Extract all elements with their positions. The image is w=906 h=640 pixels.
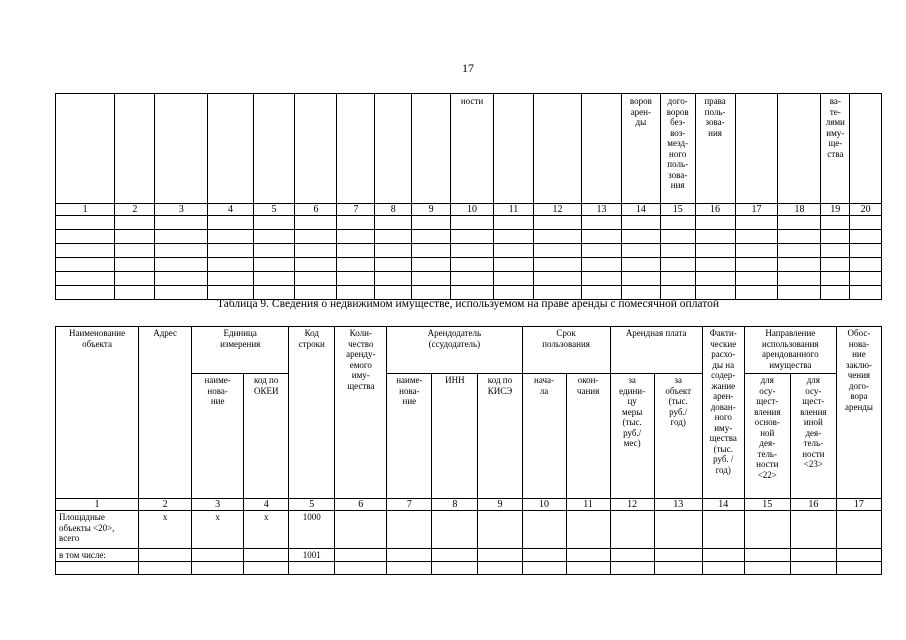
row-name: Площадные объекты <20>, всего <box>56 511 139 549</box>
empty-cell <box>821 216 850 230</box>
empty-cell <box>735 230 778 244</box>
column-number: 19 <box>821 204 850 216</box>
column-number: 12 <box>533 204 581 216</box>
empty-cell <box>451 258 494 272</box>
empty-cell <box>412 230 451 244</box>
empty-cell <box>295 258 337 272</box>
row-unit-okei: х <box>244 511 289 549</box>
column-number: 11 <box>494 204 534 216</box>
empty-cell <box>208 216 253 230</box>
empty-cell <box>654 511 702 549</box>
header-justification: Обос- нова- ние заклю- чения дого- вора аренды <box>836 327 881 499</box>
header-term-end: окон- чания <box>566 374 610 499</box>
header-lessor-inn: ИНН <box>432 374 478 499</box>
empty-cell <box>432 511 478 549</box>
empty-cell <box>702 549 744 562</box>
empty-cell <box>494 230 534 244</box>
empty-cell <box>533 258 581 272</box>
column-number: 7 <box>337 204 375 216</box>
column-number: 9 <box>478 499 522 511</box>
empty-cell <box>522 549 566 562</box>
column-number: 12 <box>610 499 654 511</box>
table8-header-cell <box>494 94 534 204</box>
column-number: 7 <box>387 499 432 511</box>
empty-cell <box>702 511 744 549</box>
header-unit-okei: код по ОКЕИ <box>244 374 289 499</box>
column-number: 18 <box>778 204 821 216</box>
column-number: 10 <box>451 204 494 216</box>
empty-cell <box>56 272 115 286</box>
header-rent: Арендная плата <box>610 327 702 374</box>
table-row <box>56 549 882 562</box>
table8-empty-row <box>56 258 882 272</box>
table9-column-numbers <box>56 499 882 511</box>
empty-cell <box>695 244 735 258</box>
empty-cell <box>115 258 155 272</box>
empty-cell <box>155 216 208 230</box>
empty-cell <box>695 230 735 244</box>
header-unit-name: наиме- нова- ние <box>192 374 244 499</box>
empty-cell <box>253 230 295 244</box>
row-name: в том числе: <box>56 549 139 562</box>
empty-cell <box>375 216 412 230</box>
empty-cell <box>621 272 660 286</box>
table9-header-row-1 <box>56 327 882 374</box>
empty-cell <box>522 511 566 549</box>
empty-cell <box>289 561 335 574</box>
empty-cell <box>253 244 295 258</box>
table8-empty-row <box>56 244 882 258</box>
row-unit-name: х <box>192 511 244 549</box>
empty-cell <box>778 272 821 286</box>
empty-cell <box>208 272 253 286</box>
empty-cell <box>621 230 660 244</box>
column-number: 5 <box>289 499 335 511</box>
empty-cell <box>295 272 337 286</box>
column-number: 13 <box>654 499 702 511</box>
empty-cell <box>790 561 836 574</box>
empty-cell <box>155 272 208 286</box>
empty-cell <box>208 230 253 244</box>
column-number: 15 <box>744 499 790 511</box>
column-number: 14 <box>702 499 744 511</box>
page-number: 17 <box>462 61 474 75</box>
column-number: 11 <box>566 499 610 511</box>
empty-cell <box>660 244 695 258</box>
empty-cell <box>253 258 295 272</box>
empty-cell <box>850 258 882 272</box>
empty-cell <box>56 216 115 230</box>
empty-cell <box>582 244 622 258</box>
empty-cell <box>155 230 208 244</box>
empty-cell <box>660 258 695 272</box>
column-number: 2 <box>115 204 155 216</box>
table8-header-cell <box>375 94 412 204</box>
empty-cell <box>412 258 451 272</box>
header-address: Адрес <box>139 327 192 499</box>
empty-cell <box>522 561 566 574</box>
empty-cell <box>115 244 155 258</box>
table-8-continuation <box>55 93 882 300</box>
empty-cell <box>208 258 253 272</box>
table8-header-cell <box>850 94 882 204</box>
empty-cell <box>566 511 610 549</box>
empty-cell <box>335 561 387 574</box>
empty-cell <box>208 244 253 258</box>
empty-cell <box>582 230 622 244</box>
empty-cell <box>582 216 622 230</box>
table8-header-cell <box>778 94 821 204</box>
empty-cell <box>295 244 337 258</box>
empty-cell <box>337 258 375 272</box>
header-unit: Единица измерения <box>192 327 289 374</box>
column-number: 9 <box>412 204 451 216</box>
empty-cell <box>821 244 850 258</box>
table8-header-cell: ва- те- лями иму- ще- ства <box>821 94 850 204</box>
header-row-code: Код строки <box>289 327 335 499</box>
empty-cell <box>621 244 660 258</box>
row-code: 1000 <box>289 511 335 549</box>
table8-header-cell: права поль- зова- ния <box>695 94 735 204</box>
empty-cell <box>412 272 451 286</box>
empty-cell <box>610 511 654 549</box>
table8-header-cell <box>295 94 337 204</box>
empty-cell <box>295 230 337 244</box>
empty-cell <box>660 216 695 230</box>
row-address: х <box>139 511 192 549</box>
empty-cell <box>375 272 412 286</box>
table8-empty-row <box>56 230 882 244</box>
table8-header-cell <box>582 94 622 204</box>
column-number: 1 <box>56 204 115 216</box>
empty-cell <box>56 244 115 258</box>
header-usage: Направление использования арендованного имущества <box>744 327 836 374</box>
empty-cell <box>335 511 387 549</box>
empty-cell <box>850 230 882 244</box>
empty-cell <box>412 216 451 230</box>
empty-cell <box>744 549 790 562</box>
empty-cell <box>478 549 522 562</box>
empty-cell <box>192 561 244 574</box>
header-lessor-name: наиме- нова- ние <box>387 374 432 499</box>
empty-cell <box>244 561 289 574</box>
empty-cell <box>478 561 522 574</box>
header-term-start: нача- ла <box>522 374 566 499</box>
empty-cell <box>778 230 821 244</box>
empty-cell <box>695 272 735 286</box>
empty-cell <box>494 258 534 272</box>
empty-cell <box>790 549 836 562</box>
table8-header-cell <box>155 94 208 204</box>
column-number: 8 <box>432 499 478 511</box>
empty-cell <box>295 216 337 230</box>
table-row <box>56 561 882 574</box>
empty-cell <box>836 561 881 574</box>
table8-header-cell <box>412 94 451 204</box>
empty-cell <box>478 511 522 549</box>
column-number: 6 <box>335 499 387 511</box>
empty-cell <box>702 561 744 574</box>
header-name: Наименование объекта <box>56 327 139 499</box>
empty-cell <box>387 561 432 574</box>
header-quantity: Коли- чество аренду- емого иму- щества <box>335 327 387 499</box>
empty-cell <box>337 216 375 230</box>
empty-cell <box>412 244 451 258</box>
empty-cell <box>850 216 882 230</box>
column-number: 13 <box>582 204 622 216</box>
empty-cell <box>654 549 702 562</box>
header-rent-object: за объект (тыс. руб./ год) <box>654 374 702 499</box>
empty-cell <box>451 244 494 258</box>
empty-cell <box>621 258 660 272</box>
table8-header-cell <box>735 94 778 204</box>
empty-cell <box>533 272 581 286</box>
empty-cell <box>778 258 821 272</box>
empty-cell <box>115 216 155 230</box>
empty-cell <box>582 258 622 272</box>
empty-cell <box>821 272 850 286</box>
column-number: 17 <box>836 499 881 511</box>
column-number: 4 <box>208 204 253 216</box>
empty-cell <box>494 244 534 258</box>
empty-cell <box>451 216 494 230</box>
empty-cell <box>155 244 208 258</box>
empty-cell <box>735 216 778 230</box>
empty-cell <box>115 230 155 244</box>
empty-cell <box>778 216 821 230</box>
empty-cell <box>337 272 375 286</box>
empty-cell <box>533 216 581 230</box>
empty-cell <box>139 561 192 574</box>
column-number: 17 <box>735 204 778 216</box>
table-row <box>56 511 882 549</box>
header-lessor: Арендодатель (ссудодатель) <box>387 327 522 374</box>
empty-cell <box>375 244 412 258</box>
empty-cell <box>821 258 850 272</box>
table8-empty-row <box>56 216 882 230</box>
empty-cell <box>337 230 375 244</box>
table8-empty-row <box>56 272 882 286</box>
column-number: 16 <box>695 204 735 216</box>
empty-cell <box>821 230 850 244</box>
table8-header-cell <box>337 94 375 204</box>
empty-cell <box>735 258 778 272</box>
header-usage-other: для осу- щест- вления иной дея- тель- ности <23> <box>790 374 836 499</box>
row-code: 1001 <box>289 549 335 562</box>
empty-cell <box>387 511 432 549</box>
empty-cell <box>695 216 735 230</box>
column-number: 10 <box>522 499 566 511</box>
empty-cell <box>451 230 494 244</box>
column-number: 3 <box>155 204 208 216</box>
empty-cell <box>610 549 654 562</box>
column-number: 5 <box>253 204 295 216</box>
empty-cell <box>850 244 882 258</box>
empty-cell <box>695 258 735 272</box>
empty-cell <box>621 216 660 230</box>
empty-cell <box>244 549 289 562</box>
empty-cell <box>566 549 610 562</box>
empty-cell <box>335 549 387 562</box>
empty-cell <box>494 216 534 230</box>
empty-cell <box>582 272 622 286</box>
empty-cell <box>56 230 115 244</box>
table8-header-cell <box>56 94 115 204</box>
column-number: 8 <box>375 204 412 216</box>
table8-header-cell: дого- воров без- воз- мезд- ного поль- зова- ния <box>660 94 695 204</box>
table-9 <box>55 326 882 575</box>
header-usage-main: для осу- щест- вления основ- ной дея- тель- ности <22> <box>744 374 790 499</box>
column-number: 15 <box>660 204 695 216</box>
empty-cell <box>778 244 821 258</box>
column-number: 3 <box>192 499 244 511</box>
column-number: 16 <box>790 499 836 511</box>
empty-cell <box>660 230 695 244</box>
header-lessor-kise: код по КИСЭ <box>478 374 522 499</box>
column-number: 4 <box>244 499 289 511</box>
empty-cell <box>139 549 192 562</box>
empty-cell <box>115 272 155 286</box>
header-term: Срок пользования <box>522 327 610 374</box>
table8-header-cell <box>533 94 581 204</box>
empty-cell <box>744 511 790 549</box>
empty-cell <box>654 561 702 574</box>
header-actual-costs: Факти- ческие расхо- ды на содер- жание арен- дован- ного иму- щества (тыс. руб. / год) <box>702 327 744 499</box>
table8-header-row <box>56 94 882 204</box>
empty-cell <box>337 244 375 258</box>
header-rent-unit: за едини- цу меры (тыс. руб./ мес) <box>610 374 654 499</box>
empty-cell <box>253 216 295 230</box>
empty-cell <box>744 561 790 574</box>
empty-cell <box>375 230 412 244</box>
table9-title: Таблица 9. Сведения о недвижимом имуществе, используемом на праве аренды с помесячной оплатой <box>216 298 720 310</box>
empty-cell <box>836 549 881 562</box>
column-number: 1 <box>56 499 139 511</box>
empty-cell <box>375 258 412 272</box>
empty-cell <box>660 272 695 286</box>
empty-cell <box>836 511 881 549</box>
table8-header-cell: воров арен- ды <box>621 94 660 204</box>
empty-cell <box>533 244 581 258</box>
empty-cell <box>566 561 610 574</box>
empty-cell <box>610 561 654 574</box>
table8-column-numbers <box>56 204 882 216</box>
empty-cell <box>155 258 208 272</box>
empty-cell <box>253 272 295 286</box>
empty-cell <box>533 230 581 244</box>
table8-header-cell <box>208 94 253 204</box>
table8-header-cell: ности <box>451 94 494 204</box>
column-number: 2 <box>139 499 192 511</box>
empty-cell <box>432 561 478 574</box>
column-number: 14 <box>621 204 660 216</box>
empty-cell <box>850 272 882 286</box>
empty-cell <box>494 272 534 286</box>
empty-cell <box>432 549 478 562</box>
empty-cell <box>790 511 836 549</box>
column-number: 6 <box>295 204 337 216</box>
empty-cell <box>56 561 139 574</box>
empty-cell <box>735 272 778 286</box>
table8-header-cell <box>115 94 155 204</box>
empty-cell <box>56 258 115 272</box>
empty-cell <box>451 272 494 286</box>
column-number: 20 <box>850 204 882 216</box>
empty-cell <box>192 549 244 562</box>
table8-header-cell <box>253 94 295 204</box>
empty-cell <box>735 244 778 258</box>
empty-cell <box>387 549 432 562</box>
